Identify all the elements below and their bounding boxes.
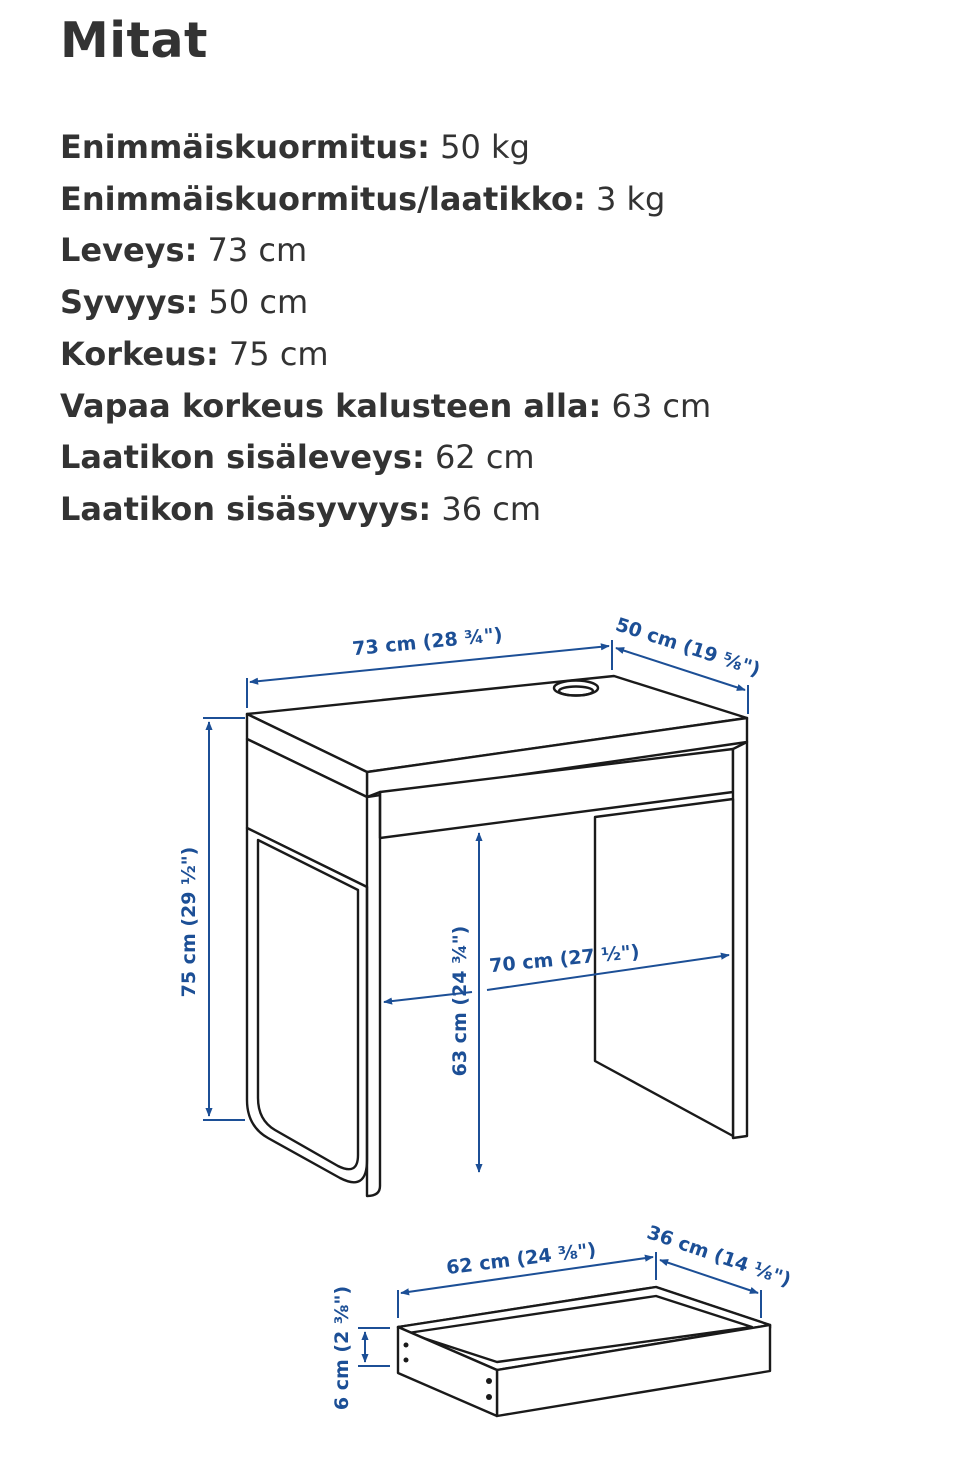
- spec-value: 62 cm: [434, 438, 535, 477]
- spec-row: [60, 174, 711, 226]
- spec-label: Vapaa korkeus kalusteen alla:: [60, 386, 602, 425]
- desk-height-label: 75 cm (29 ½"): [178, 846, 200, 998]
- leg-clearance-width-label: 70 cm (27 ½"): [488, 940, 641, 978]
- desk-depth-label: 50 cm (19 ⅝"): [612, 613, 763, 682]
- spec-row: [60, 432, 711, 484]
- spec-value: 63 cm: [611, 386, 712, 425]
- spec-row: [60, 329, 711, 381]
- dimension-drawing: [0, 590, 960, 1473]
- spec-label: Laatikon sisäleveys:: [60, 438, 425, 477]
- spec-value: 3 kg: [595, 179, 666, 218]
- spec-label: Enimmäiskuormitus/laatikko:: [60, 179, 586, 218]
- spec-label: Laatikon sisäsyvyys:: [60, 489, 432, 528]
- page-title: Mitat: [60, 12, 208, 69]
- drawer-depth-label: 36 cm (14 ⅛"): [644, 1221, 794, 1292]
- spec-label: Enimmäiskuormitus:: [60, 128, 430, 166]
- spec-label: Korkeus:: [60, 334, 219, 373]
- desk-width-label: 73 cm (28 ¾"): [351, 623, 504, 661]
- spec-row: [60, 122, 711, 174]
- spec-value: 36 cm: [441, 489, 541, 528]
- drawer-illustration: [398, 1287, 770, 1416]
- spec-value: 75 cm: [228, 334, 329, 373]
- drawer-height-label: 6 cm (2 ⅜"): [331, 1285, 353, 1411]
- spec-row: [60, 381, 711, 433]
- spec-label: Leveys:: [60, 231, 198, 270]
- desk-illustration: [247, 676, 747, 1196]
- spec-label: Syvyys:: [60, 283, 199, 322]
- drawer-width-label: 62 cm (24 ⅜"): [445, 1238, 598, 1280]
- spec-row: [60, 484, 711, 536]
- leg-clearance-height-label: 63 cm (24 ¾"): [449, 925, 471, 1077]
- spec-value: 73 cm: [207, 231, 308, 270]
- spec-list: [60, 122, 711, 536]
- spec-row: [60, 277, 711, 329]
- spec-row: [60, 225, 711, 277]
- spec-value: 50 cm: [208, 283, 309, 322]
- spec-value: 50 kg: [440, 128, 530, 166]
